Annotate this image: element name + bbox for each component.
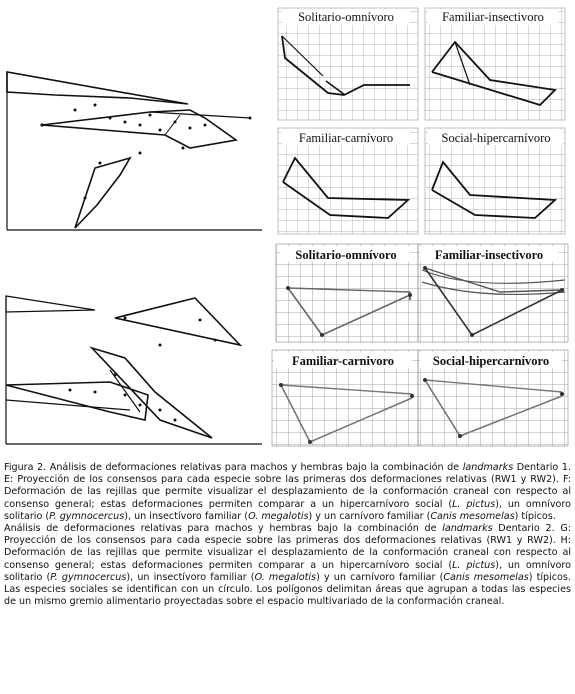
caption-1-run: ), un omnívoro solitario (	[4, 498, 571, 522]
caption-2-run: ) típicos. Las especies sociales se identifican con un círculo. Los polígonos delimitan áreas que agrupan a todas las especies de un mismo gremio alimentario proyectadas sobre el espacio multivariado de la conformación craneal.	[4, 571, 571, 608]
panel-h-familiar-carnivoro	[272, 350, 418, 446]
caption-1-run: ) típicos.	[514, 510, 556, 522]
caption-1-run: O. megalotis	[248, 510, 309, 522]
caption-1-run: ) y un carnívoro familiar (	[308, 510, 431, 522]
panel-g-points	[69, 317, 217, 422]
figure-caption	[4, 462, 571, 608]
panel-h-title-4: Social-hipercarnívoro	[432, 354, 550, 368]
panel-e-polygon-top	[7, 72, 188, 104]
panel-g-polygon-upper	[115, 298, 240, 345]
caption-1-run: L. pictus	[452, 498, 496, 510]
caption-1-run: ), un insectívoro familiar (	[124, 510, 249, 522]
caption-1-run: P. gymnocercus	[49, 510, 125, 522]
panel-f-title-4: Social-hipercarnívoro	[441, 131, 551, 145]
caption-1-run: Canis mesomelas	[430, 510, 515, 522]
caption-1-run: landmarks	[462, 462, 514, 473]
panel-h-title-2: Familiar-insectivoro	[434, 248, 544, 262]
panel-f-title-1: Solitario-omnívoro	[298, 10, 394, 24]
caption-2-run: ), un omnívoro solitario (	[4, 559, 571, 583]
panel-e-polygon-bottom	[75, 158, 130, 228]
caption-2-run: P. gymnocercus	[50, 571, 127, 583]
caption-2-run: Análisis de deformaciones relativas para machos y hembras bajo la combinación de	[4, 523, 443, 535]
panel-f-title-2: Familiar-insectivoro	[442, 10, 544, 24]
caption-2-run: Canis mesomelas	[443, 571, 529, 583]
caption-2-run: landmarks	[442, 523, 493, 535]
panel-g-scatter	[6, 296, 262, 444]
panel-f-social-hipercarnivoro	[425, 128, 565, 234]
panel-g-polygon-corner	[6, 296, 95, 312]
caption-2-run: O. megalotis	[254, 571, 317, 583]
panel-e-scatter	[7, 72, 262, 230]
panel-g-polygon-middle	[92, 348, 212, 438]
panel-f-solitario	[278, 8, 418, 120]
panel-f-familiar-carnivoro	[278, 128, 418, 234]
panel-h-social-hipercarnivoro	[418, 350, 568, 446]
caption-1-run: Dentario 1. E: Proyección de los consensos para cada especie sobre las primeras dos deformaciones relativas (RW1 y RW2). F: Deformación de las rejillas que permite visualizar el desplazamiento de la conformación craneal con respecto al consenso general; estas deformaciones permiten comparar a un hipercarnívoro social (	[4, 462, 571, 510]
caption-1-run: Figura 2. Análisis de deformaciones relativas para machos y hembras bajo la combinación de	[4, 462, 463, 473]
caption-paragraph-1	[4, 462, 571, 523]
panel-h-solitario	[276, 244, 418, 342]
caption-2-run: ), un insectívoro familiar (	[126, 571, 255, 583]
caption-paragraph-2	[4, 523, 571, 608]
panel-h-title-1: Solitario-omnívoro	[295, 248, 397, 262]
caption-2-run: ) y un carnívoro familiar (	[316, 571, 444, 583]
panel-h-familiar-insectivoro	[418, 244, 568, 342]
panel-h-title-3: Familiar-carnivoro	[291, 354, 395, 368]
panel-f-title-3: Familiar-carnívoro	[298, 131, 394, 145]
panel-f-familiar-insectivoro	[425, 8, 565, 120]
panel-e-points	[40, 104, 251, 200]
caption-2-run: L. pictus	[452, 559, 496, 571]
panel-g-polygon-lower	[6, 382, 148, 420]
caption-2-run: Dentario 2. G: Proyección de los consensos para cada especie sobre las primeras dos deformaciones relativas (RW1 y RW2). H: Deformación de las rejillas que permite visualizar el desplazamiento de la conformación craneal con respecto al consenso general; estas deformaciones permiten comparar a un hipercarnívoro social (	[4, 523, 571, 571]
